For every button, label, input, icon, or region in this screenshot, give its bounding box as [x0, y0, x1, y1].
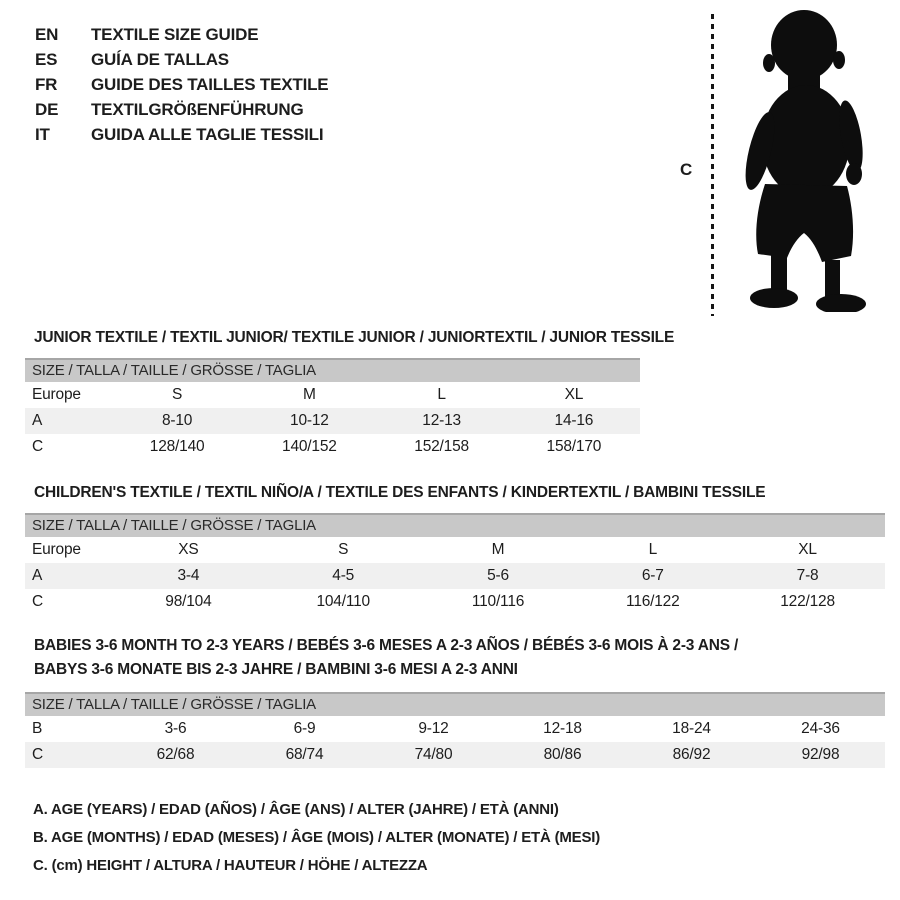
- cell: 80/86: [543, 746, 582, 763]
- language-code: DE: [35, 99, 59, 119]
- cell: S: [338, 541, 349, 558]
- cell: 68/74: [285, 746, 324, 763]
- cell: 140/152: [282, 438, 337, 455]
- height-measure-dotted-line: [711, 14, 714, 316]
- cell: 152/158: [414, 438, 469, 455]
- cell: L: [437, 386, 446, 403]
- cell: 12-18: [543, 720, 582, 737]
- cell: 104/110: [316, 593, 370, 610]
- list-item: [35, 47, 328, 72]
- cell: 3-6: [164, 720, 187, 737]
- cell: 158/170: [546, 438, 602, 455]
- table-row: [25, 382, 640, 408]
- size-header-bar: SIZE / TALLA / TAILLE / GRÖSSE / TAGLIA: [25, 692, 885, 716]
- table-row: [25, 716, 885, 742]
- cell: 86/92: [672, 746, 711, 763]
- cell: 9-12: [418, 720, 449, 737]
- row-label: A: [32, 412, 43, 429]
- cell: 12-13: [422, 412, 461, 429]
- footnote-c: C. (cm) HEIGHT / ALTURA / HAUTEUR / HÖHE / ALTEZZA: [33, 857, 428, 874]
- junior-size-table: [25, 358, 640, 460]
- row-label: B: [32, 720, 43, 737]
- cell: L: [648, 541, 657, 558]
- table-row: [25, 589, 885, 615]
- cell: 62/68: [156, 746, 195, 763]
- cell: 5-6: [487, 567, 509, 584]
- list-item: [35, 72, 328, 97]
- guide-title: TEXTILE SIZE GUIDE: [91, 24, 259, 44]
- row-label: C: [32, 438, 43, 455]
- babies-size-table: [25, 692, 885, 768]
- size-header-bar: SIZE / TALLA / TAILLE / GRÖSSE / TAGLIA: [25, 358, 640, 382]
- cell: 122/128: [780, 593, 835, 610]
- babies-heading-line1: BABIES 3-6 MONTH TO 2-3 YEARS / BEBÉS 3-6 MESES A 2-3 AÑOS / BÉBÉS 3-6 MOIS À 2-3 ANS /: [34, 637, 739, 654]
- cell: 92/98: [801, 746, 840, 763]
- cell: 8-10: [162, 412, 193, 429]
- row-label: C: [32, 746, 43, 763]
- table-row: [25, 434, 640, 460]
- size-header-bar: SIZE / TALLA / TAILLE / GRÖSSE / TAGLIA: [25, 513, 885, 537]
- language-code: IT: [35, 124, 50, 144]
- baby-height-figure: [650, 0, 890, 320]
- cell: 116/122: [626, 593, 680, 610]
- table-row: [25, 563, 885, 589]
- babies-section-heading: [34, 634, 738, 682]
- guide-title: GUÍA DE TALLAS: [91, 49, 229, 69]
- row-label: C: [32, 593, 43, 610]
- cell: 24-36: [801, 720, 840, 737]
- guide-title: TEXTILGRÖßENFÜHRUNG: [91, 99, 304, 119]
- baby-silhouette-icon: [727, 8, 879, 312]
- footnote-b: B. AGE (MONTHS) / EDAD (MESES) / ÂGE (MOIS) / ALTER (MONATE) / ETÀ (MESI): [33, 829, 601, 846]
- table-row: [25, 537, 885, 563]
- legend-footnotes: [33, 796, 600, 880]
- list-item: [35, 97, 328, 122]
- cell: M: [491, 541, 505, 558]
- language-code: FR: [35, 74, 58, 94]
- cell: 110/116: [471, 593, 525, 610]
- cell: 6-7: [641, 567, 664, 584]
- babies-heading-line2: BABYS 3-6 MONATE BIS 2-3 JAHRE / BAMBINI 3-6 MESI A 2-3 ANNI: [34, 661, 518, 678]
- cell: XL: [798, 541, 817, 558]
- cell: 18-24: [672, 720, 711, 737]
- language-code: ES: [35, 49, 58, 69]
- cell: 128/140: [149, 438, 205, 455]
- table-row: [25, 742, 885, 768]
- row-label: Europe: [32, 386, 81, 403]
- language-code: EN: [35, 24, 59, 44]
- list-item: [35, 122, 328, 147]
- cell: 14-16: [554, 412, 594, 429]
- cell: 74/80: [414, 746, 453, 763]
- cell: XL: [564, 386, 584, 403]
- cell: 7-8: [796, 567, 819, 584]
- children-size-table: [25, 513, 885, 615]
- guide-title: GUIDE DES TAILLES TEXTILE: [91, 74, 329, 94]
- cell: XS: [178, 541, 199, 558]
- list-item: [35, 22, 328, 47]
- language-title-list: [35, 22, 328, 147]
- height-measure-label: C: [680, 160, 693, 179]
- cell: 10-12: [290, 412, 329, 429]
- table-row: [25, 408, 640, 434]
- cell: M: [303, 386, 316, 403]
- cell: S: [172, 386, 183, 403]
- footnote-a: A. AGE (YEARS) / EDAD (AÑOS) / ÂGE (ANS) / ALTER (JAHRE) / ETÀ (ANNI): [33, 801, 559, 818]
- junior-section-heading: JUNIOR TEXTILE / TEXTIL JUNIOR/ TEXTILE JUNIOR / JUNIORTEXTIL / JUNIOR TESSILE: [34, 329, 675, 346]
- cell: 98/104: [165, 593, 212, 610]
- row-label: A: [32, 567, 43, 584]
- children-section-heading: CHILDREN'S TEXTILE / TEXTIL NIÑO/A / TEXTILE DES ENFANTS / KINDERTEXTIL / BAMBINI TESSILE: [34, 484, 766, 501]
- row-label: Europe: [32, 541, 81, 558]
- cell: 3-4: [177, 567, 200, 584]
- guide-title: GUIDA ALLE TAGLIE TESSILI: [91, 124, 324, 144]
- cell: 4-5: [332, 567, 355, 584]
- cell: 6-9: [293, 720, 316, 737]
